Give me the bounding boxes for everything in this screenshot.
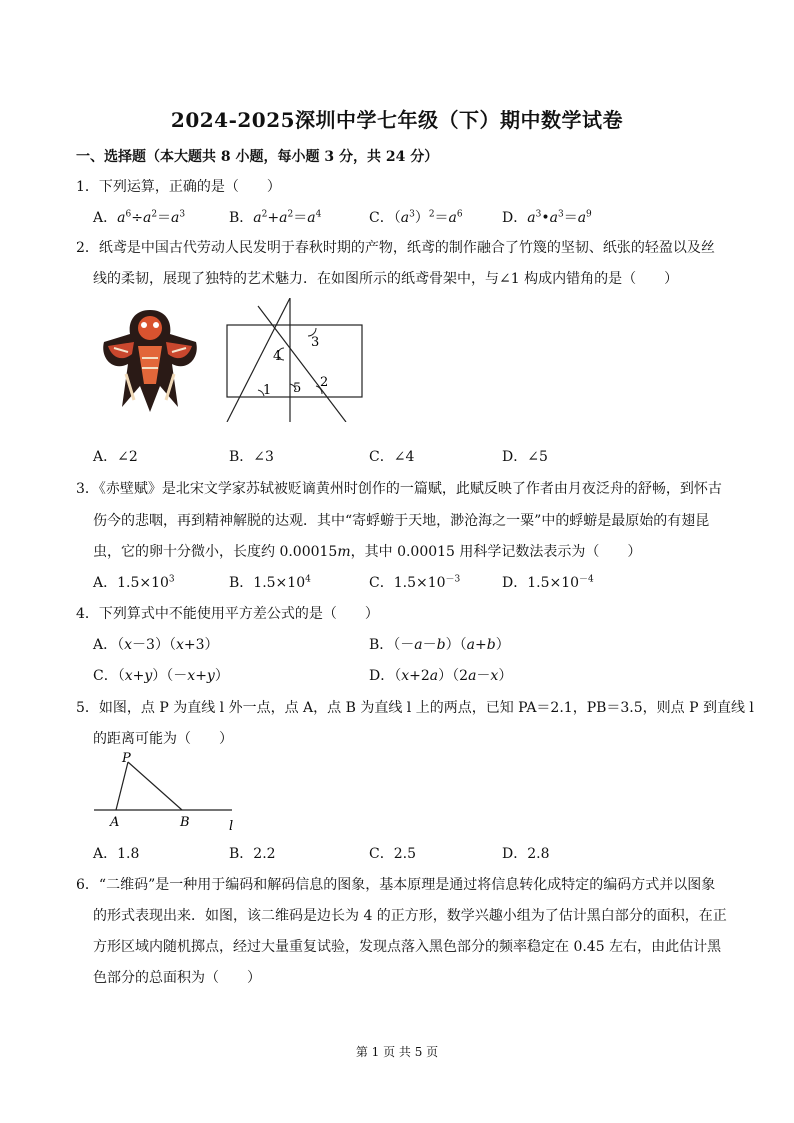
question-6-line-1: 6．“二维码”是一种用于编码和解码信息的图象，基本原理是通过将信息转化成特定的编码方式并以图象 (76, 877, 716, 893)
question-5-option-d: D．2.8 (502, 846, 550, 862)
question-6-line-4: 色部分的总面积为（ ） (93, 970, 261, 986)
question-4-option-c: C．（x+y）（－x+y） (93, 668, 229, 684)
point-p-label: P (122, 751, 131, 766)
question-2-line-2: 线的柔韧，展现了独特的艺术魅力．在如图所示的纸鸢骨架中，与∠1 构成内错角的是（ ） (93, 271, 679, 287)
question-3-option-d: D．$1.5\times 10^{-4}$ (502, 574, 594, 591)
question-6-line-2: 的形式表现出来．如图，该二维码是边长为 4 的正方形，数学兴趣小组为了估计黑白部分的面积，在正 (93, 908, 727, 924)
question-1-option-c: C．$(a^3)^2=a^6$ (369, 209, 463, 226)
angle-5-label: 5 (293, 381, 302, 396)
question-5-line-1: 5．如图，点 P 为直线 l 外一点，点 A，点 B 为直线 l 上的两点，已知 PA＝2.1，PB＝3.5，则点 P 到直线 l (76, 700, 754, 716)
angle-4-label: 4 (273, 349, 282, 364)
point-a-label: A (110, 815, 120, 830)
question-5-line-2: 的距离可能为（ ） (93, 731, 233, 747)
kite-image (94, 302, 206, 414)
question-4-option-a: A．（x－3）（x+3） (93, 637, 219, 653)
question-5-option-b: B．2.2 (229, 846, 276, 862)
angle-2-label: 2 (320, 375, 329, 390)
question-2-line-1: 2．纸鸢是中国古代劳动人民发明于春秋时期的产物，纸鸢的制作融合了竹篾的坚韧、纸张的轻盈以及丝 (76, 240, 715, 256)
question-3-line-2: 伤今的悲咽，再到精神解脱的达观．其中“寄蜉蝣于天地，渺沧海之一粟”中的蜉蝣是最原始的有翅昆 (93, 513, 710, 529)
question-1-option-d: D．$a^3•a^3=a^9$ (502, 209, 592, 226)
question-3-line-1: 3．《赤壁赋》是北宋文学家苏轼被贬谪黄州时创作的一篇赋，此赋反映了作者由月夜泛舟的舒畅，到怀古 (76, 481, 722, 497)
question-5-option-c: C．2.5 (369, 846, 416, 862)
question-2-option-a: A．∠2 (93, 449, 138, 465)
question-2-option-c: C．∠4 (369, 449, 415, 465)
page-title: 2024-2025深圳中学七年级（下）期中数学试卷 (170, 108, 624, 132)
question-2-option-d: D．∠5 (502, 449, 548, 465)
question-1-option-b: B．$a^2+a^2=a^4$ (229, 209, 322, 226)
angle-3-label: 3 (311, 335, 320, 350)
question-4-option-d: D．（x+2a）（2a－x） (369, 668, 513, 684)
question-2-option-b: B．∠3 (229, 449, 274, 465)
question-3-option-a: A．$1.5\times 10^3$ (93, 574, 175, 591)
section-heading: 一、选择题（本大题共 8 小题，每小题 3 分，共 24 分） (76, 149, 439, 165)
question-1-option-a: A．$a^6\div a^2=a^3$ (93, 209, 186, 226)
line-l-label: l (229, 819, 234, 834)
question-3-option-b: B．$1.5\times 10^4$ (229, 574, 311, 591)
question-4-option-b: B．（－a－b）（a+b） (369, 637, 510, 653)
point-line-diagram (92, 750, 252, 836)
question-5-option-a: A．1.8 (93, 846, 140, 862)
point-b-label: B (180, 815, 190, 830)
question-3-option-c: C．$1.5\times 10^{-3}$ (369, 574, 461, 591)
question-4-stem: 4．下列算式中不能使用平方差公式的是（ ） (76, 606, 379, 622)
angle-1-label: 1 (263, 383, 272, 398)
kite-frame-diagram (218, 298, 368, 422)
question-6-line-3: 方形区域内随机掷点，经过大量重复试验，发现点落入黑色部分的频率稳定在 0.45 左右，由此估计黑 (93, 939, 722, 955)
page-footer: 第 1 页 共 5 页 (355, 1045, 439, 1059)
question-3-line-3: 虫，它的卵十分微小，长度约 0.00015m，其中 0.00015 用科学记数法表示为（ ） (93, 544, 642, 560)
question-1-stem: 1．下列运算，正确的是（ ） (76, 179, 281, 195)
